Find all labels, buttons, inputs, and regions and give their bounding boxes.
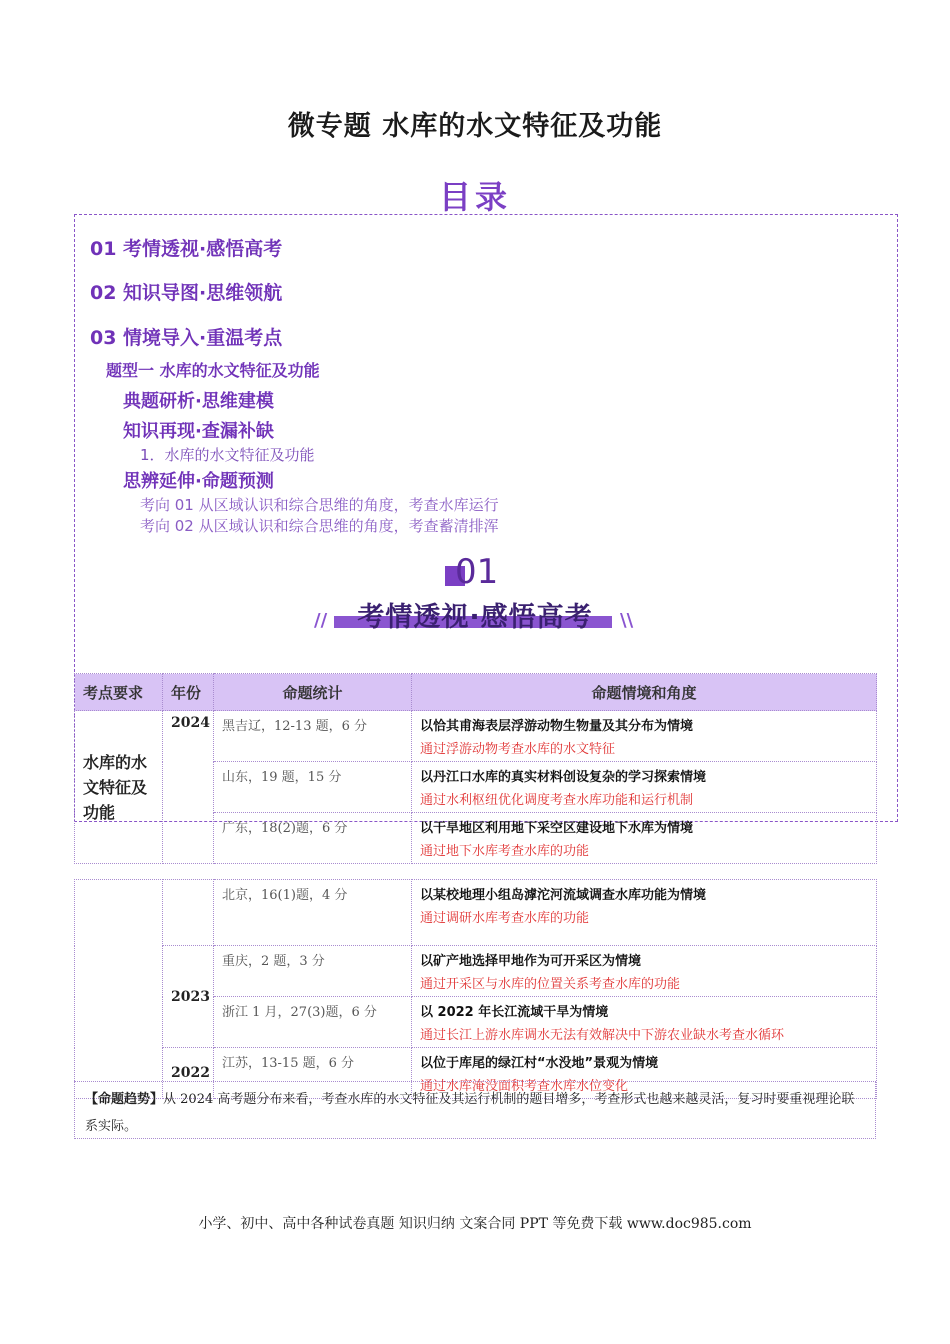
year-cell: 2023 [163,946,214,1048]
topic-cell: 水库的水文特征及功能 [75,711,163,864]
scene-text: 以矿产地选择甲地作为可开采区为情境 [420,954,642,969]
toc-sub-knowledge[interactable]: 知识再现·查漏补缺 [123,421,274,442]
stat-cell: 重庆，2 题，3 分 [214,946,412,997]
year-cell: 2022 [163,1048,214,1099]
scene-text: 以干旱地区利用地下采空区建设地下水库为情境 [420,821,694,836]
table-row [75,711,877,762]
scene-text: 以某校地理小组岛滹沱河流域调查水库功能为情境 [420,888,707,903]
trend-box [74,1081,876,1139]
scene-text: 以丹江口水库的真实材料创设复杂的学习探索情境 [420,770,707,785]
toc-item-03[interactable]: 03 情境导入·重温考点 [90,327,283,349]
year-cell-empty [163,880,214,946]
angle-text: 通过水利枢纽优化调度考查水库功能和运行机制 [420,793,694,808]
toc-item-02[interactable]: 02 知识导图·思维领航 [90,282,283,304]
stat-cell: 浙江 1 月，27(3)题，6 分 [214,997,412,1048]
toc-heading: 目录 [438,178,511,216]
scene-text: 以恰其甫海表层浮游动物生物量及其分布为情境 [420,719,694,734]
footer-text[interactable]: 小学、初中、高中各种试卷真题 知识归纳 文案合同 PPT 等免费下载 www.doc985.com [198,1216,752,1232]
scene-cell [412,880,877,946]
document-title: 微专题 水库的水文特征及功能 [287,111,663,142]
toc-direction-01[interactable]: 考向 01 从区域认识和综合思维的角度，考查水库运行 [140,496,499,514]
trend-label: 【命题趋势】 [85,1092,164,1107]
header-stat: 命题统计 [214,674,412,711]
angle-text: 通过开采区与水库的位置关系考查水库的功能 [420,977,681,992]
topic-cell-continued [75,880,163,1099]
toc-direction-02[interactable]: 考向 02 从区域认识和综合思维的角度，考查蓄清排浑 [140,517,499,535]
exam-table-part2 [74,879,877,1099]
trend-text: 从 2024 高考题分布来看，考查水库的水文特征及其运行机制的题目增多，考查形式也越来越灵活，复习时要重视理论联系实际。 [85,1092,855,1134]
angle-text: 通过地下水库考查水库的功能 [420,844,590,859]
scene-cell [412,997,877,1048]
angle-text: 通过浮游动物考查水库的水文特征 [420,742,616,757]
exam-table-part1 [74,673,877,864]
scene-cell [412,813,877,864]
scene-cell [412,762,877,813]
year-cell: 2024 [163,711,214,864]
header-year: 年份 [163,674,214,711]
toc-knowledge-item[interactable]: 1．水库的水文特征及功能 [140,446,315,464]
section-title: 考情透视·感悟高考 [357,602,593,633]
scene-text: 以位于库尾的绿江村“水没地”景观为情境 [420,1056,659,1071]
toc-sub-analysis[interactable]: 典题研析·思维建模 [123,391,274,412]
toc-type-title[interactable]: 题型一 水库的水文特征及功能 [106,361,320,380]
stat-cell: 江苏，13-15 题，6 分 [214,1048,412,1099]
banner-left-mark: // [314,610,328,631]
stat-cell: 广东，18(2)题，6 分 [214,813,412,864]
table-row [75,880,877,946]
scene-cell [412,946,877,997]
scene-cell [412,711,877,762]
banner-right-mark: \\ [620,610,634,631]
header-topic: 考点要求 [75,674,163,711]
toc-sub-extension[interactable]: 思辨延伸·命题预测 [123,471,274,492]
angle-text: 通过长江上游水库调水无法有效解决中下游农业缺水考查水循环 [420,1028,785,1043]
angle-text: 通过水库淹没面积考查水库水位变化 [420,1079,629,1094]
angle-text: 通过调研水库考查水库的功能 [420,911,590,926]
stat-cell: 山东，19 题，15 分 [214,762,412,813]
scene-text: 以 2022 年长江流域干旱为情境 [420,1005,609,1020]
stat-cell: 黑吉辽，12-13 题，6 分 [214,711,412,762]
table-row [75,946,877,997]
header-scene: 命题情境和角度 [412,674,877,711]
toc-item-01[interactable]: 01 考情透视·感悟高考 [90,238,283,260]
section-number: 01 [455,552,499,592]
stat-cell: 北京，16(1)题，4 分 [214,880,412,946]
